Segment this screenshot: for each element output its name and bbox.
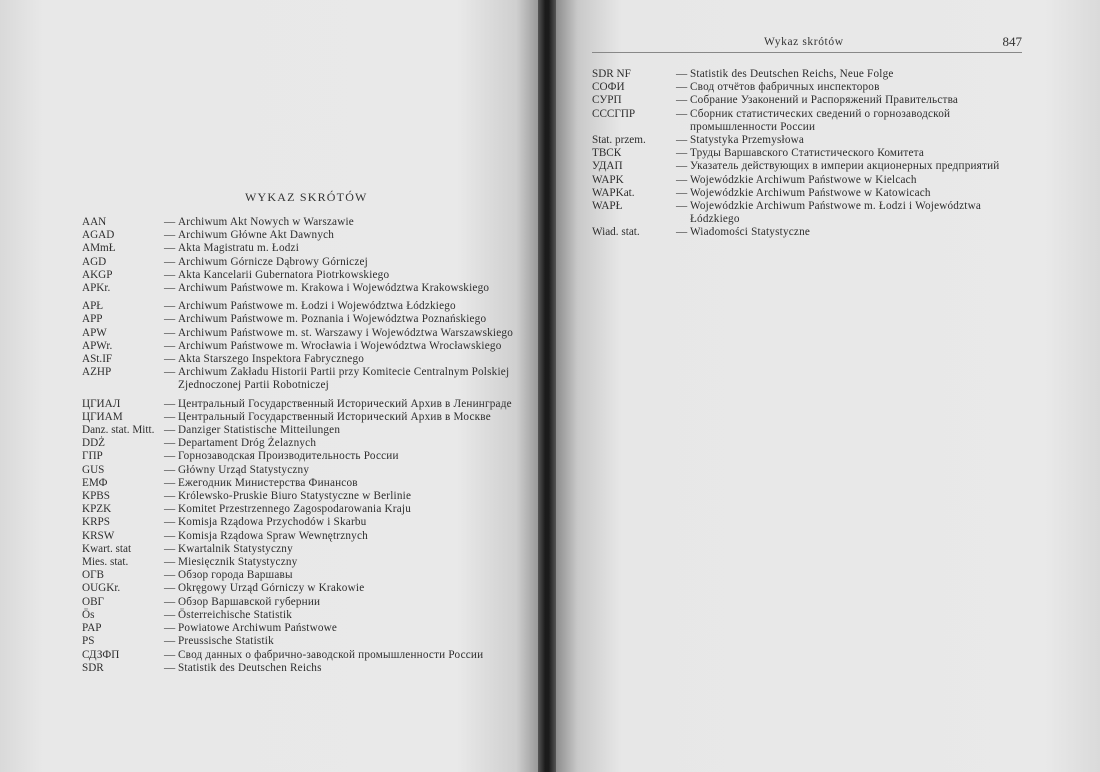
abbreviation-entry (82, 543, 517, 556)
entry-dash: — (676, 134, 688, 147)
abbreviation-entry (82, 477, 517, 490)
abbreviation-expansion: Statistik des Deutschen Reichs (178, 661, 322, 674)
abbreviation-code: AKGP (82, 268, 113, 281)
abbreviation-code: APWr. (82, 339, 113, 352)
abbreviation-expansion: Kwartalnik Statystyczny (178, 542, 293, 555)
entry-dash: — (164, 282, 176, 295)
entry-dash: — (164, 569, 176, 582)
abbreviation-code: APŁ (82, 300, 104, 313)
right-page (556, 0, 1100, 772)
abbreviation-code: ОГВ (82, 569, 105, 582)
abbreviation-expansion: Свод отчётов фабричных инспекторов (690, 81, 880, 94)
entry-dash: — (676, 160, 688, 173)
abbreviation-expansion: Wojewódzkie Archiwum Państwowe w Katowicach (690, 186, 931, 199)
entry-dash: — (164, 556, 176, 569)
entry-dash: — (164, 268, 176, 281)
abbreviation-expansion: Archiwum Państwowe m. st. Warszawy i Województwa Warszawskiego (178, 326, 513, 339)
abbreviation-expansion: Komisja Rządowa Spraw Wewnętrznych (178, 529, 368, 542)
entry-dash: — (676, 186, 688, 199)
abbreviation-entry (82, 353, 517, 366)
entry-dash: — (164, 450, 176, 463)
abbreviation-expansion: Okręgowy Urząd Górniczy w Krakowie (178, 582, 365, 595)
abbreviation-code: APP (82, 313, 103, 326)
abbreviation-expansion: Центральный Государственный Исторический Архив в Ленинграде (178, 397, 512, 410)
abbreviation-code: СДЗФП (82, 648, 120, 661)
abbreviation-entry (82, 229, 517, 242)
abbreviation-expansion: Archiwum Państwowe m. Łodzi i Województwa Łódzkiego (178, 300, 456, 313)
abbreviation-expansion: Archiwum Państwowe m. Poznania i Województwa Poznańskiego (178, 313, 487, 326)
abbreviation-code: PS (82, 635, 95, 648)
entry-dash: — (164, 353, 176, 366)
abbreviation-code: ГПР (82, 450, 103, 463)
entry-dash: — (164, 410, 176, 423)
abbreviation-code: AGD (82, 255, 107, 268)
entry-dash: — (676, 68, 688, 80)
abbreviation-code: ТВСК (592, 147, 622, 160)
abbreviation-code: ЕМФ (82, 476, 108, 489)
entry-dash: — (164, 313, 176, 326)
running-title: Wykaz skrótów (764, 36, 844, 48)
entry-dash: — (164, 300, 176, 313)
abbreviation-code: PAP (82, 622, 102, 635)
abbreviation-code: DDŻ (82, 437, 105, 450)
entry-dash: — (164, 542, 176, 555)
abbreviation-entry (82, 450, 517, 463)
abbreviation-entry (592, 200, 1026, 226)
abbreviation-code: KPBS (82, 490, 110, 503)
entry-dash: — (164, 424, 176, 437)
entry-dash: — (676, 81, 688, 94)
abbreviation-code: SDR NF (592, 68, 631, 80)
entry-dash: — (164, 326, 176, 339)
abbreviation-entry (82, 569, 517, 582)
abbreviation-expansion: Akta Kancelarii Gubernatora Piotrkowskiego (178, 268, 390, 281)
entry-dash: — (164, 397, 176, 410)
abbreviation-expansion: Österreichische Statistik (178, 608, 293, 621)
abbreviation-expansion: Центральный Государственный Исторический Архив в Москве (178, 410, 491, 423)
entry-dash: — (164, 529, 176, 542)
abbreviation-expansion: Ежегодник Министерства Финансов (178, 476, 358, 489)
entry-dash: — (164, 242, 176, 255)
abbreviation-entry (82, 596, 517, 609)
abbreviation-expansion: Wojewódzkie Archiwum Państwowe w Kielcach (690, 173, 917, 186)
abbreviation-entry (82, 503, 517, 516)
entry-dash: — (164, 216, 176, 228)
abbreviation-expansion: Указатель действующих в империи акционерных предприятий (690, 160, 1000, 173)
entry-dash: — (164, 339, 176, 352)
abbreviation-code: Wiad. stat. (592, 226, 640, 239)
entry-dash: — (676, 173, 688, 186)
abbreviation-entry (82, 313, 517, 326)
abbreviation-entry (82, 635, 517, 648)
entry-dash: — (676, 107, 688, 120)
abbreviation-entry (592, 108, 1026, 134)
abbreviation-code: ASt.IF (82, 353, 113, 366)
abbreviation-entry (82, 556, 517, 569)
abbreviation-expansion: Wojewódzkie Archiwum Państwowe m. Łodzi i Województwa Łódzkiego (690, 200, 982, 226)
page-number: 847 (1002, 34, 1022, 49)
abbreviation-entry (592, 160, 1026, 173)
abbreviation-list-right (592, 68, 1026, 240)
book-gutter (538, 0, 556, 772)
abbreviation-code: KRPS (82, 516, 110, 529)
abbreviation-code: Kwart. stat (82, 542, 132, 555)
abbreviation-code: KRSW (82, 529, 115, 542)
abbreviation-entry (592, 187, 1026, 200)
entry-dash: — (164, 476, 176, 489)
entry-dash: — (164, 516, 176, 529)
entry-dash: — (164, 366, 176, 379)
entry-dash: — (164, 648, 176, 661)
abbreviation-expansion: Statystyka Przemysłowa (690, 134, 805, 147)
abbreviation-entry (82, 411, 517, 424)
abbreviation-entry (82, 437, 517, 450)
abbreviation-entry (82, 366, 517, 392)
abbreviation-expansion: Departament Dróg Żelaznych (178, 437, 317, 450)
abbreviation-code: ОВГ (82, 595, 105, 608)
abbreviation-expansion: Archiwum Państwowe m. Wrocławia i Województwa Wrocławskiego (178, 339, 502, 352)
abbreviation-code: AZHP (82, 366, 112, 379)
entry-dash: — (676, 200, 688, 213)
abbreviation-entry (82, 282, 517, 295)
abbreviation-code: ЦГИАЛ (82, 397, 121, 410)
abbreviation-expansion: Сборник статистических сведений о горнозаводской промышленности России (690, 107, 951, 133)
abbreviation-code: OUGKr. (82, 582, 121, 595)
abbreviation-entry (82, 582, 517, 595)
abbreviation-expansion: Обзор города Варшавы (178, 569, 293, 582)
abbreviation-entry (592, 68, 1026, 81)
abbreviation-expansion: Горнозаводская Производительность России (178, 450, 399, 463)
abbreviation-expansion: Miesięcznik Statystyczny (178, 556, 298, 569)
abbreviation-code: WAPŁ (592, 200, 623, 213)
entry-dash: — (164, 608, 176, 621)
abbreviation-expansion: Główny Urząd Statystyczny (178, 463, 310, 476)
abbreviation-entry (82, 300, 517, 313)
abbreviation-entry (592, 134, 1026, 147)
abbreviation-code: AAN (82, 216, 107, 228)
left-page (0, 0, 538, 772)
abbreviation-expansion: Królewsko-Pruskie Biuro Statystyczne w Berlinie (178, 490, 412, 503)
abbreviation-expansion: Archiwum Górnicze Dąbrowy Górniczej (178, 255, 368, 268)
entry-dash: — (164, 463, 176, 476)
abbreviation-code: WAPKat. (592, 186, 635, 199)
abbreviation-entry (82, 398, 517, 411)
running-head (592, 36, 1022, 53)
entry-dash: — (164, 635, 176, 648)
abbreviation-list-left (82, 216, 517, 675)
abbreviation-code: AMmŁ (82, 242, 116, 255)
abbreviation-expansion: Archiwum Państwowe m. Krakowa i Województwa Krakowskiego (178, 282, 490, 295)
abbreviation-code: Mies. stat. (82, 556, 129, 569)
abbreviation-code: СУРП (592, 94, 622, 107)
abbreviation-entry (82, 530, 517, 543)
abbreviation-expansion: Archiwum Zakładu Historii Partii przy Komitecie Centralnym Polskiej Zjednoczonej Partii Robotniczej (178, 366, 510, 392)
abbreviation-expansion: Akta Magistratu m. Łodzi (178, 242, 300, 255)
abbreviation-entry (592, 174, 1026, 187)
abbreviation-code: APKr. (82, 282, 111, 295)
abbreviation-entry (592, 147, 1026, 160)
entry-dash: — (164, 490, 176, 503)
abbreviation-code: Stat. przem. (592, 134, 646, 147)
abbreviation-code: Danz. stat. Mitt. (82, 424, 155, 437)
entry-dash: — (164, 622, 176, 635)
abbreviation-code: SDR (82, 661, 104, 674)
abbreviation-entry (82, 662, 517, 675)
entry-dash: — (676, 147, 688, 160)
abbreviation-expansion: Archiwum Akt Nowych w Warszawie (178, 216, 354, 228)
abbreviation-entry (82, 242, 517, 255)
abbreviation-expansion: Труды Варшавского Статистического Комитета (690, 147, 925, 160)
abbreviation-expansion: Wiadomości Statystyczne (690, 226, 811, 239)
abbreviation-expansion: Akta Starszego Inspektora Fabrycznego (178, 353, 365, 366)
abbreviation-entry (82, 424, 517, 437)
abbreviation-expansion: Danziger Statistische Mitteilungen (178, 424, 341, 437)
entry-dash: — (164, 595, 176, 608)
abbreviation-entry (592, 94, 1026, 107)
abbreviation-entry (82, 622, 517, 635)
abbreviation-expansion: Обзор Варшавской губернии (178, 595, 321, 608)
abbreviation-entry (82, 327, 517, 340)
abbreviation-entry (82, 216, 517, 229)
abbreviation-entry (82, 609, 517, 622)
entry-dash: — (676, 226, 688, 239)
abbreviation-entry (82, 516, 517, 529)
entry-dash: — (164, 229, 176, 242)
abbreviation-entry (82, 464, 517, 477)
abbreviation-entry (82, 340, 517, 353)
entry-dash: — (164, 255, 176, 268)
abbreviation-entry (82, 269, 517, 282)
entry-dash: — (164, 661, 176, 674)
abbreviation-code: WAPK (592, 173, 624, 186)
entry-dash: — (164, 503, 176, 516)
abbreviation-expansion: Собрание Узаконений и Распоряжений Правительства (690, 94, 959, 107)
abbreviation-code: GUS (82, 463, 105, 476)
abbreviation-code: ЦГИАМ (82, 410, 123, 423)
abbreviation-expansion: Archiwum Główne Akt Dawnych (178, 229, 335, 242)
abbreviation-expansion: Powiatowe Archiwum Państwowe (178, 622, 338, 635)
abbreviation-expansion: Statistik des Deutschen Reichs, Neue Folge (690, 68, 894, 80)
abbreviation-code: Ös (82, 608, 95, 621)
entry-dash: — (164, 437, 176, 450)
abbreviation-entry (82, 490, 517, 503)
abbreviation-expansion: Komisja Rządowa Przychodów i Skarbu (178, 516, 367, 529)
abbreviation-entry (82, 649, 517, 662)
abbreviation-entry (82, 256, 517, 269)
abbreviation-expansion: Komitet Przestrzennego Zagospodarowania Kraju (178, 503, 411, 516)
abbreviation-code: KPZK (82, 503, 112, 516)
abbreviation-entry (592, 81, 1026, 94)
abbreviation-code: СОФИ (592, 81, 625, 94)
abbreviation-expansion: Preussische Statistik (178, 635, 274, 648)
entry-dash: — (164, 582, 176, 595)
abbreviation-code: УДАП (592, 160, 623, 173)
abbreviation-entry (592, 226, 1026, 239)
abbreviation-code: APW (82, 326, 107, 339)
section-title: WYKAZ SKRÓTÓW (245, 190, 368, 204)
abbreviation-code: СССГПР (592, 107, 636, 120)
abbreviation-expansion: Свод данных о фабрично-заводской промышленности России (178, 648, 484, 661)
abbreviation-code: AGAD (82, 229, 115, 242)
entry-dash: — (676, 94, 688, 107)
